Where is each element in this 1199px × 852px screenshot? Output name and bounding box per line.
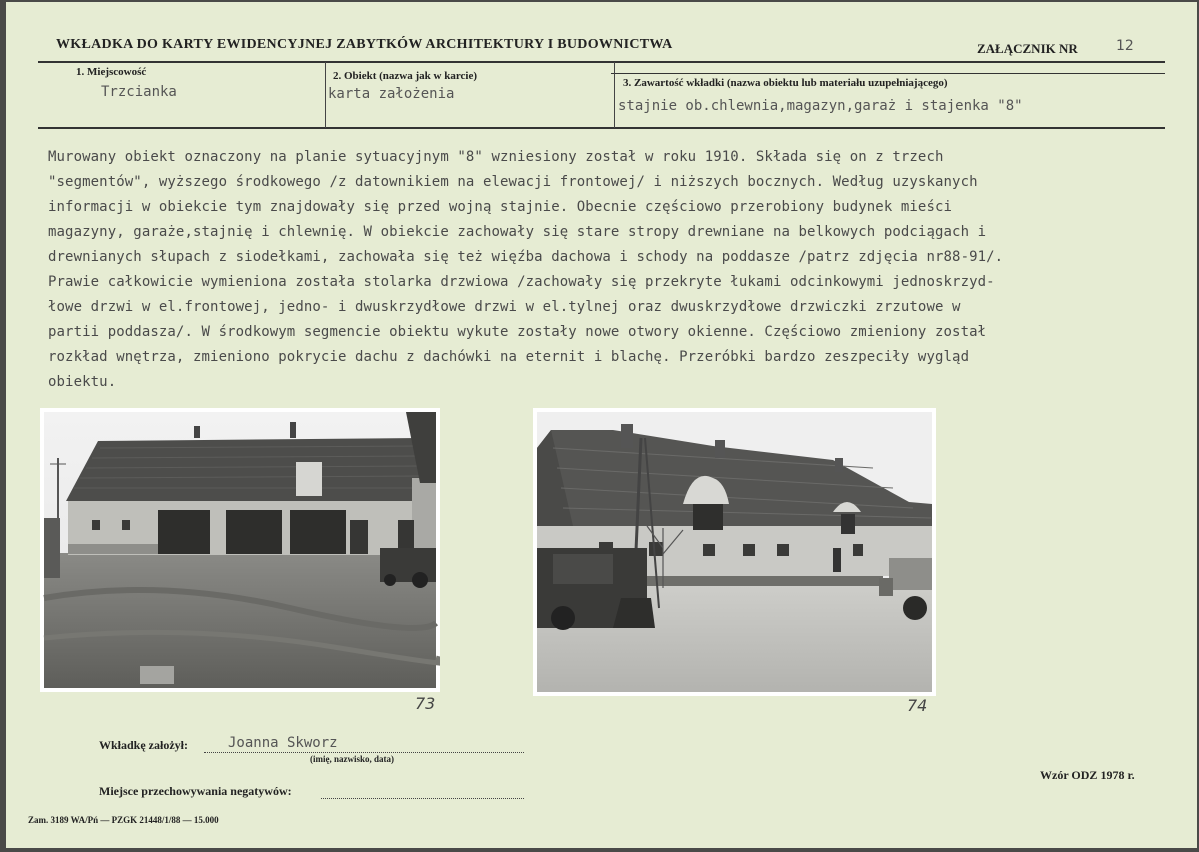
photo-73-image bbox=[40, 408, 440, 692]
description-line: Murowany obiekt oznaczony na planie sytuacyjnym "8" wzniesiony został w roku 1910. Składa się on z trzech bbox=[48, 149, 944, 165]
location-value: Trzcianka bbox=[101, 84, 177, 100]
description-line: informacji w obiekcie tym znajdowały się przed wojną stajnie. Obecnie częściowo przerobiony budynek mieści bbox=[48, 199, 953, 215]
description-line: obiektu. bbox=[48, 374, 117, 390]
photo-74-image bbox=[533, 408, 936, 696]
header-bottom-rule bbox=[38, 127, 1165, 129]
author-line bbox=[204, 752, 524, 753]
author-hint: (imię, nazwisko, data) bbox=[310, 754, 394, 764]
photo-73-number: 73 bbox=[415, 694, 436, 713]
header-top-rule bbox=[38, 61, 1165, 63]
description-line: magazyny, garaże,stajnię i chlewnię. W obiekcie zachowały się stare stropy drewniane na belkowych podciągach i bbox=[48, 224, 987, 240]
header-divider-1 bbox=[325, 62, 326, 128]
attachment-label: ZAŁĄCZNIK NR bbox=[977, 41, 1078, 56]
description-line: rozkład wnętrza, zmieniono pokrycie dachu z dachówki na eternit i blachę. Przeróbki bardzo zeszpeciły wygląd bbox=[48, 349, 970, 365]
header-mid-rule bbox=[611, 73, 1165, 74]
header-divider-2 bbox=[614, 62, 615, 128]
contents-label: 3. Zawartość wkładki (nazwa obiektu lub materiału uzupełniającego) bbox=[623, 77, 948, 89]
photo-74-number: 74 bbox=[907, 696, 928, 715]
location-label: 1. Miejscowość bbox=[76, 66, 147, 78]
print-info: Zam. 3189 WA/Pń — PZGK 21448/1/88 — 15.000 bbox=[28, 815, 219, 825]
author-label: Wkładkę założył: bbox=[99, 738, 188, 752]
description-line: drewnianych słupach z siodełkami, zachowała się też więźba dachowa i schody na poddasze /patrz zdjęcia nr88-91/. bbox=[48, 249, 1004, 265]
negatives-line bbox=[321, 798, 524, 799]
description-line: partii poddasza/. W środkowym segmencie obiektu wykute zostały nowe otwory okienne. Częściowo zmieniony został bbox=[48, 324, 987, 340]
document-page bbox=[6, 2, 1197, 848]
photo-73 bbox=[40, 408, 440, 692]
attachment-number: 12 bbox=[1116, 38, 1134, 54]
document-title: WKŁADKA DO KARTY EWIDENCYJNEJ ZABYTKÓW ARCHITEKTURY I BUDOWNICTWA bbox=[56, 37, 673, 52]
description-line: "segmentów", wyższego środkowego /z datownikiem na elewacji frontowej/ i niższych bocznych. Według uzyskanych bbox=[48, 174, 978, 190]
author-value: Joanna Skworz bbox=[228, 735, 338, 751]
photo-74 bbox=[533, 408, 936, 696]
object-value: karta założenia bbox=[328, 86, 455, 102]
description-line: łowe drzwi w el.frontowej, jedno- i dwuskrzydłowe drzwi w el.tylnej oraz dwuskrzydłowe drzwiczki zrzutowe w bbox=[48, 299, 961, 315]
negatives-label: Miejsce przechowywania negatywów: bbox=[99, 784, 292, 798]
object-label: 2. Obiekt (nazwa jak w karcie) bbox=[333, 70, 478, 82]
form-version: Wzór ODZ 1978 r. bbox=[1040, 768, 1135, 782]
description-line: Prawie całkowicie wymieniona została stolarka drzwiowa /zachowały się przekryte łukami odcinkowymi jednoskrzyd- bbox=[48, 274, 995, 290]
contents-value: stajnie ob.chlewnia,magazyn,garaż i stajenka "8" bbox=[618, 98, 1023, 114]
